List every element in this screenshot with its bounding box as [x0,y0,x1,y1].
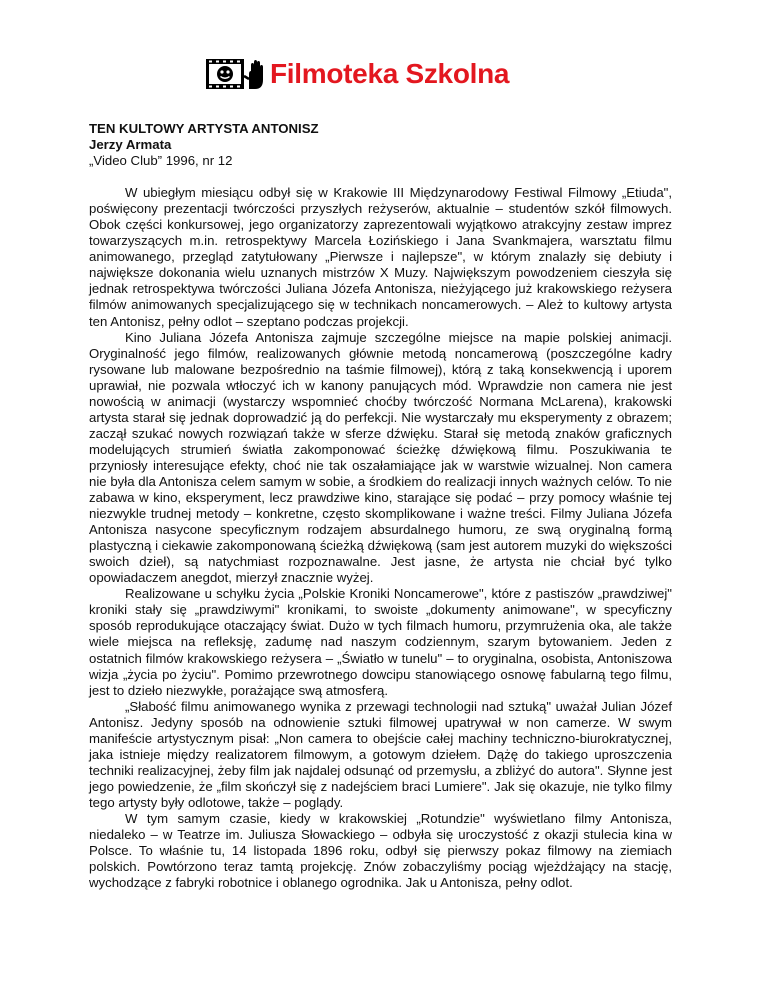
logo-text: Filmoteka Szkolna [270,58,510,89]
article-paragraph: W tym samym czasie, kiedy w krakowskiej „Rotundzie" wyświetlano filmy Antonisza, niedaleko – w Teatrze im. Juliusza Słowackiego – odbyła się uroczystość z okazji stulecia kina w Polsce. To właśnie tu, 14 listopada 1896 roku, odbył się pierwszy pokaz filmowy na ziemiach polskich. Powtórzono teraz tamtą projekcję. Znów zobaczyliśmy pociąg wjeżdżający na stację, wychodzące z fabryki robotnice i oblanego ogrodnika. Jak u Antonisza, pełny odlot. [89,810,672,891]
film-camera-icon [205,56,269,92]
article-body [89,185,672,891]
article-source: „Video Club” 1996, nr 12 [89,153,233,169]
article-paragraph: Realizowane u schyłku życia „Polskie Kroniki Noncamerowe", które z pastiszów „prawdziwej" kroniki stały się „prawdziwymi" kronikami, to swoiste „dokumenty animowane", w specyficzny sposób reprodukujące otaczający świat. Dużo w tych filmach humoru, przymrużenia oka, ale także wiele miejsca na refleksję, zadumę nad naszym codziennym, szarym bytowaniem. Jeden z ostatnich filmów krakowskiego reżysera – „Światło w tunelu" – to oryginalna, osobista, Antoniszowa wizja „życia po życiu". Pomimo przewrotnego dowcipu stanowiącego osnowę fabularną tego filmu, jest to dzieło niezwykłe, porażające swą atmosferą. [89,586,672,698]
filmoteka-logo [205,56,509,92]
article-author: Jerzy Armata [89,137,172,153]
article-paragraph: „Słabość filmu animowanego wynika z przewagi technologii nad sztuką" uważał Julian Józef Antonisz. Jedyny sposób na odnowienie sztuki filmowej upatrywał w non camerze. W swym manifeście artystycznym pisał: „Non camera to obejście całej machiny techniczno-biurokratycznej, jaka istnieje między realizatorem filmowym, a gotowym dziełem. Dążę do takiego uproszczenia techniki realizacyjnej, żeby film jak najdalej odsunąć od przemysłu, a zbliżyć do autora". Słynne jest jego powiedzenie, że „film skończył się z nadejściem braci Lumiere". Jak się okazuje, nie tylko filmy tego artysty były odlotowe, także – poglądy. [89,698,672,810]
article-title: TEN KULTOWY ARTYSTA ANTONISZ [89,121,319,136]
article-paragraph: Kino Juliana Józefa Antonisza zajmuje szczególne miejsce na mapie polskiej animacji. Oryginalność jego filmów, realizowanych głównie metodą noncamerową (poszczególne kadry rysowane lub malowane bezpośrednio na taśmie filmowej), którą z taką konsekwencją i uporem uprawiał, nie pozwala wtłoczyć ich w kanony panujących mód. Wprawdzie non camera nie jest nowością w animacji (wystarczy wspomnieć choćby twórczość Normana McLarena), krakowski artysta starał się jednak doprowadzić ją do perfekcji. Nie wystarczały mu eksperymenty z obrazem; zaczął szukać nowych rozwiązań także w sferze dźwięku. Starał się metodą znaków graficznych modelujących strumień światła zakomponować ścieżkę dźwiękową filmu. Poszukiwania te przyniosły interesujące efekty, choć nie tak oszałamiające jak w warstwie wizualnej. Non camera nie była dla Antonisza celem samym w sobie, a środkiem do realizacji innych ważnych celów. To nie zabawa w kino, eksperyment, lecz prawdziwe kino, starające się podać – przy pomocy właśnie tej niezwykle trudnej metody – konkretne, często skomplikowane i ważne treści. Filmy Juliana Józefa Antonisza nasycone specyficznym rodzajem absurdalnego humoru, ze swą oryginalną formą plastyczną i ciekawie zakomponowaną ścieżką dźwiękową (sam jest autorem muzyki do większości swoich dzieł), są natychmiast rozpoznawalne. Jest jasne, że artysta nie chciał być tylko opowiadaczem anegdot, mierzył znacznie wyżej. [89,329,672,586]
article-paragraph: W ubiegłym miesiącu odbył się w Krakowie III Międzynarodowy Festiwal Filmowy „Etiuda", poświęcony prezentacji twórczości przyszłych reżyserów, aktualnie – studentów szkół filmowych. Obok części konkursowej, jego organizatorzy zaprezentowali wyjątkowo atrakcyjny zestaw imprez towarzyszących m.in. retrospektywy Marcela Łozińskiego i Jana Svankmajera, warsztatu filmu animowanego, przegląd zatytułowany „Pierwsze i najlepsze", w którym znalazły się debiuty i największe dokonania wielu uznanych mistrzów X Muzy. Największym powodzeniem cieszyła się jednak retrospektywa twórczości Juliana Józefa Antonisza, nieżyjącego już krakowskiego reżysera filmów animowanych specjalizującego się w technikach noncamerowych. – Ależ to kultowy artysta ten Antonisz, pełny odlot – szeptano podczas projekcji. [89,185,672,329]
article [89,121,672,891]
